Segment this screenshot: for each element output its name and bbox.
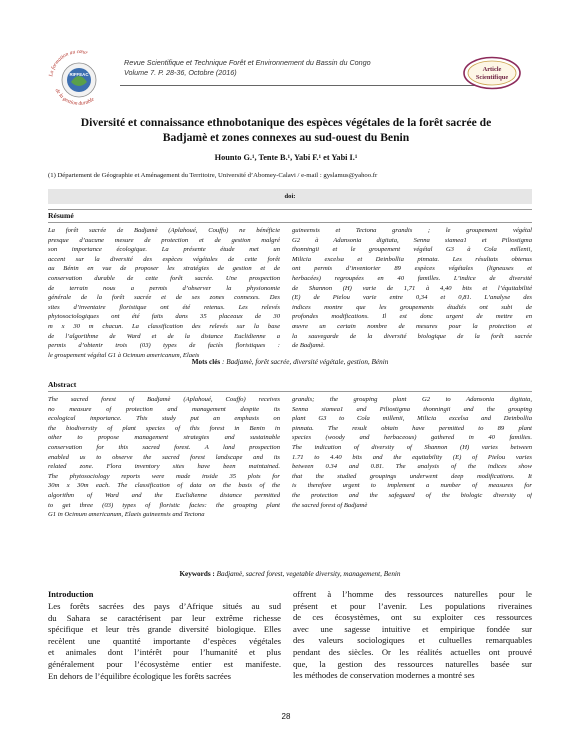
text-line: Senna siamea1 and Piliostigma thonningii and the grouping <box>292 405 532 413</box>
text-line: présent et pour l’avenir. Les populations riveraines <box>293 600 532 611</box>
text-line: La forêt sacrée de Badjamè (Aplahoué, Couffo) ne bénéficie <box>48 227 280 234</box>
text-line: la sauvegarde de la diversité biologique de la forêt sacrée <box>292 332 532 340</box>
article-type-badge <box>462 56 522 90</box>
journal-volume: Volume 7. P. 28-36, Octobre (2016) <box>124 68 237 77</box>
text-line: sites d’inventaire floristique ont été retenus. Les relevés <box>48 303 280 311</box>
introduction-heading: Introduction <box>48 590 94 599</box>
text-line: œuvre un certain nombre de mesures pour la protection et <box>292 322 532 330</box>
text-line: permis d’obtenir trois (03) types de faciès floristiques : <box>48 342 280 350</box>
text-line: m x 30 m chacun. La classification des relevés sur la base <box>48 322 280 330</box>
text-line: to get three (03) types of floristic facies: the grouping plant <box>48 501 280 509</box>
text-line: En dehors de l’équilibre écologique les forêts sacrées <box>48 670 232 681</box>
abstract-left-column <box>48 395 280 520</box>
text-line: presque d’aucune mesure de protection et de gestion malgré <box>48 236 280 244</box>
keywords <box>48 570 532 578</box>
text-line: générale de la forêt sacrée et de ses zones connexes. Des <box>48 294 280 302</box>
text-line: The phytosociology reports were made inside 35 plots for <box>48 472 280 480</box>
resume-heading: Résumé <box>48 211 74 220</box>
title-line-2: Badjamè et zones connexes au sud-ouest du Benin <box>162 131 410 144</box>
journal-logo <box>44 46 114 114</box>
article-title <box>40 115 532 145</box>
logo-arc-bottom: de la gestion durable <box>53 87 96 107</box>
text-line: phytosociologiques ont été faits dans 35 placeaux de 30 <box>48 313 280 321</box>
text-line: that the studied groupings underwent deep modifications. It <box>292 472 532 480</box>
doi: doi: <box>284 193 296 200</box>
text-line: au Bénin en vue de proposer les stratégies de gestion et de <box>48 265 280 273</box>
text-line: de l’algorithme de Ward et de la distance Euclidienne a <box>48 332 280 340</box>
text-line: The indication of diversity of Shannon (H) varies between <box>292 443 532 451</box>
text-line: no measure of protection and management despite its <box>48 405 280 413</box>
resume-top-divider <box>48 209 532 210</box>
resume-right-column <box>292 226 532 351</box>
text-line: G2 à Adansonia digitata, Senna siamea1 et Piliostigma <box>292 236 532 244</box>
text-line: de terrain nous a permis d’observer la physionomie <box>48 284 280 292</box>
text-line: 30m x 30m each. The classification of data on the basis of the <box>48 482 280 490</box>
text-line: guineensis et Tectona grandis ; le groupement végétal <box>292 227 532 234</box>
abstract-divider <box>48 391 532 392</box>
text-line: conservation durable de cette forêt sacrée. Une prospection <box>48 274 280 282</box>
text-line: accent sur la diversité des espèces végétales de cette forêt <box>48 255 280 263</box>
abstract-heading: Abstract <box>48 380 77 389</box>
text-line: the protection and the safeguard of the biologic diversity of <box>292 491 532 499</box>
text-line: ecological importance. This study put an emphasis on <box>48 415 280 423</box>
text-line: enabled us to observe the sacred forest landscape and its <box>48 453 280 461</box>
text-line: ont permis d’inventorier 89 espèces végétales (ligneuses et <box>292 265 532 273</box>
text-line: et animales dont l’intérêt pour l’humanité et plus <box>48 647 281 658</box>
title-line-1: Diversité et connaissance ethnobotanique des espèces végétales de la forêt sacrée de <box>80 116 492 129</box>
text-line: between 0.34 and 0.81. The analysis of the indices show <box>292 463 532 471</box>
introduction-right-column <box>293 589 532 682</box>
text-line: de ces écosystèmes, ont su exploiter ces ressources <box>293 612 532 623</box>
text-line: the sacred forest of Badjamè <box>292 501 368 509</box>
text-line: the biodiversity of plant species of this forest in Benin in <box>48 424 280 432</box>
text-line: que, la gestion des ressources naturelles basée sur <box>293 658 532 669</box>
text-line: is therefore urgent to implement a number of measures for <box>292 482 532 490</box>
text-line: other to propose management strategies and sustainable <box>48 434 280 442</box>
text-line: species (woody and herbaceous) gathered in 40 families. <box>292 434 532 442</box>
mots-cles-text: : Badjamè, forêt sacrée, diversité végétale, gestion, Bénin <box>220 358 389 366</box>
badge-line2: Scientifique <box>475 74 509 81</box>
text-line: profondes modifications. Il est donc urgent de mettre en <box>292 313 532 321</box>
resume-left-column <box>48 226 280 360</box>
text-line: 1.71 to 4.40 bits and the equitability (E) of Pielou varies <box>292 453 532 461</box>
text-line: le groupement végétal G1 à Ocimum americanum, Elaeis <box>48 351 200 359</box>
text-line: related zone. Flora inventory sites have been maintained. <box>48 463 280 471</box>
text-line: thonningii et le groupement végétal G3 à Cola millenii, <box>292 246 532 254</box>
text-line: de Shannon (H) varie de 1,71 à 4,40 bits et l’équitabilité <box>292 284 532 292</box>
logo-arc-top: La formation au cœur <box>48 48 89 78</box>
text-line: son importance écologique. La présente étude met un <box>48 246 280 254</box>
text-line: recèlent une quantité importante d’espèces végétales <box>48 635 281 646</box>
keywords-text: Badjamè, sacred forest, vegetable diversity, management, Benin <box>214 570 401 578</box>
text-line: généralement pour l’écosystème entier est manifeste. <box>48 658 281 669</box>
keywords-label: Keywords : <box>179 570 215 578</box>
text-line: offrent à l’homme des ressources naturelles pour le <box>293 589 532 599</box>
text-line: conservation for this sacred forest. A land prospection <box>48 443 280 451</box>
text-line: du Sahara se caractérisent par leur extrême richesse <box>48 612 281 623</box>
text-line: Les forêts sacrées des pays d’Afrique situés au sud <box>48 601 281 611</box>
text-line: pendant des siècles. Or les réalités actuelles ont prouvé <box>293 646 532 657</box>
affiliation: (1) Département de Géographie et Aménagement du Territoire, Université d’Abomey-Calavi / e-mail : gyslamus@yahoo.fr <box>48 172 378 179</box>
introduction-left-column <box>48 601 281 682</box>
text-line: grandis; the grouping plant G2 to Adansonia digitata, <box>292 396 532 403</box>
logo-center-text: RIFFEAC <box>69 72 89 77</box>
text-line: plant G3 to Cola millenii, Milicia excelsa and Deinbollia <box>292 415 532 423</box>
text-line: indices montre que les groupements étudiés ont subi de <box>292 303 532 311</box>
text-line: avec une sagesse intuitive et empirique fondée sur <box>293 623 532 634</box>
text-line: les méthodes de conservation modernes a montré ses <box>293 670 475 681</box>
journal-name: Revue Scientifique et Technique Forêt et Environnement du Bassin du Congo <box>124 58 371 67</box>
text-line: The sacred forest of Badjamè (Aplahoué, Couffo) receives <box>48 396 280 403</box>
mots-cles-label: Mots clés <box>191 358 221 366</box>
text-line: (E) de Pielou varie entre 0,34 et 0,81. L’analyse des <box>292 294 532 302</box>
text-line: algorithm of Ward and the Euclidienne distance permitted <box>48 491 280 499</box>
mots-cles <box>48 358 532 366</box>
text-line: des valeurs sociologiques et cultuelles remarquables <box>293 635 532 646</box>
page-number: 28 <box>281 712 291 721</box>
authors: Hounto G.¹, Tente B.¹, Yabi F.¹ et Yabi I.¹ <box>214 153 358 162</box>
header-divider <box>120 85 505 86</box>
text-line: pinnata. The result obtain have permitted to 89 plant <box>292 424 532 432</box>
text-line: G1 in Ocimum americanum, Elaeis guineensis and Tectona <box>48 511 205 519</box>
text-line: Milicia excelsa et Deinbollia pinnata. Les résultats obtenus <box>292 255 532 263</box>
abstract-right-column <box>292 395 532 510</box>
text-line: de Badjamè. <box>292 342 325 350</box>
resume-divider <box>48 222 532 223</box>
text-line: spécifique et leur très grande diversité biologique. Elles <box>48 624 281 635</box>
text-line: herbacées) regroupées en 40 familles. L’indice de diversité <box>292 274 532 282</box>
badge-line1: Article <box>482 66 502 73</box>
